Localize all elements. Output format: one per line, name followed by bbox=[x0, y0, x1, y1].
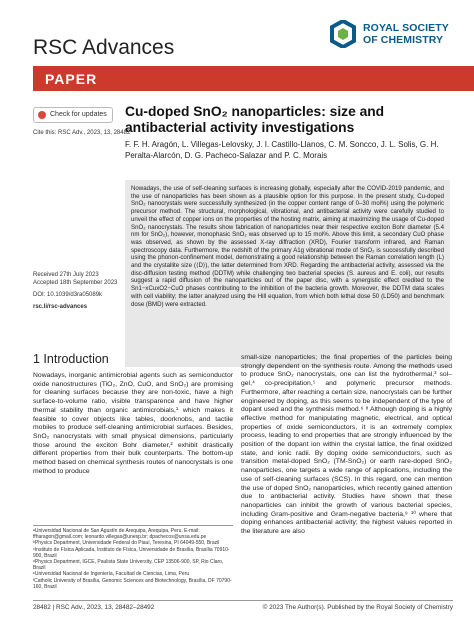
rsc-logo-line-2: OF CHEMISTRY bbox=[363, 34, 444, 46]
abstract-text: Nowadays, the use of self-cleaning surfaces is increasing globally, especially after the COVID-2019 pandemic, and the use of nanoparticles has been shown as a plausible option for this purpose. In the present study, Cu-doped SnO₂ nanocrystals were successfully synthesized (in the copper content range of 0–30 mol%) using the polymeric precursor method. The structural, morphological, vibrational, and antibacterial activity were carefully studied to unveil the effect of copper ions on the properties of the hosting matrix, aiming at maximizing the usage of Cu-doped SnO₂ nanocrystals. The results show fabrication of nanoparticles near their respective exciton Bohr diameter (5.4 nm for SnO₂), however, monophasic SnO₂ was observed up to 15 mol%. Above this limit, a secondary CuO phase was observed, as shown by the assessed X-ray diffraction (XRD), Fourier transform infrared, and Raman spectroscopy data. Furthermore, the redshift of the primary A1g vibrational mode of SnO₂ is successfully described using the phonon-confinement model, demonstrating a good relationship between the Raman correlation length (L) and the crystallite size (⟨D⟩), the latter determined from XRD. Regarding the antibacterial activity, assessed via the disc-diffusion testing method (DDTM) while challenging two bacterial species (S. aureus and E. coli), our results suggest a rapid diffusion of the nanoparticles out of the paper disc, with a synergistic effect credited to the Sn1−xCuxO2−CuO phases contributing to the inhibition of the bacteria growth. Moreover, the DDTM data scales with cell viability; the latter analyzed using the Hill equation, from which both lethal dose 50 (LD50) and benchmark dose (BMD) were extracted. bbox=[131, 185, 444, 308]
footnote: ᵃUniversidad Nacional de San Agustín de Arequipa, Arequipa, Peru. E-mail: ffharagon@gmail.com; leonardo.villegas@unesp.br; dpachecos@unsa.edu.pe bbox=[33, 528, 207, 541]
page-footer bbox=[33, 600, 453, 611]
footnote: ᵉUniversidad Nacional de Ingeniería, Facultad de Ciencias, Lima, Peru bbox=[33, 571, 190, 578]
received-date: Received 27th July 2023 bbox=[33, 272, 99, 278]
rsc-logo bbox=[330, 16, 460, 56]
footnote: ᶠCatholic University of Brasília, Genomic Sciences and Biotechnology, Brasília, DF 70790-160, Brazil bbox=[33, 577, 232, 590]
article-title: Cu-doped SnO₂ nanoparticles: size and antibacterial activity investigations bbox=[125, 104, 385, 135]
article-type-banner bbox=[33, 66, 474, 91]
doi-link[interactable]: DOI: 10.1039/d3ra05089k bbox=[33, 292, 103, 298]
rsc-logo-line-1: ROYAL SOCIETY bbox=[363, 22, 449, 34]
accepted-date: Accepted 18th September 2023 bbox=[33, 280, 118, 286]
check-updates-label: Check for updates bbox=[50, 111, 107, 118]
section-heading: 1 Introduction bbox=[33, 352, 109, 366]
footer-citation: 28482 | RSC Adv., 2023, 13, 28482–28492 bbox=[33, 604, 155, 611]
cite-this: Cite this: RSC Adv., 2023, 13, 28482 bbox=[33, 130, 131, 136]
footnote: ᵈPhysics Department, IGCE, Paulista State University, CEP 13506-900, SP, Rio Claro, Brazil bbox=[33, 559, 224, 572]
intro-right-column bbox=[241, 354, 452, 537]
footer-copyright: © 2023 The Author(s). Published by the Royal Society of Chemistry bbox=[262, 604, 453, 611]
journal-title: RSC Advances bbox=[33, 36, 175, 59]
intro-left-text: Nowadays, inorganic antimicrobial agents such as semiconductor oxide nanostructures (TiO₂, ZnO, CuO, and SnO₂) are promising for cleaning surfaces because they are non-toxic, have a high surface-to-volume ratio, visible transparence and have higher thermal stability than organic antimicrobials,¹ which makes it feasible to cover objects like tables, doorknobs, and tactile mobiles to produce self-cleaning antimicrobial surfaces. Besides, SnO₂ nanocrystals with small physical dimensions, particularly those around the exciton Bohr diameter,² exhibit drastically different properties from their bulk counterparts. The bottom-up method based on chemical synthesis routes of nanocrystals is one method to produce bbox=[33, 372, 233, 475]
intro-left-column bbox=[33, 372, 233, 476]
journal-url[interactable]: rsc.li/rsc-advances bbox=[33, 304, 88, 310]
footnote: ᵇPhysics Department, Universidade Federal do Piauí, Teresina, PI 64049-550, Brazil bbox=[33, 540, 220, 547]
footnote: ᶜInstituto de Física Aplicada, Instituto de Física, Universidade de Brasília, Brasília 70910-900, Brazil bbox=[33, 546, 230, 559]
author-list: F. F. H. Aragón, L. Villegas-Lelovsky, J. I. Castillo-Llanos, C. M. Soncco, J. L. Solis, G. H. Peralta-Alarcón, D. G. Pacheco-Salazar and P. C. Morais bbox=[125, 140, 439, 160]
check-for-updates-button[interactable] bbox=[33, 107, 113, 123]
affiliation-footnotes bbox=[33, 525, 233, 590]
check-updates-icon bbox=[38, 111, 46, 119]
rsc-hexagon-icon bbox=[330, 20, 356, 48]
intro-right-text: small-size nanoparticles; the final properties of the particles being strongly dependent on the synthesis route. Among the methods used to produce SnO₂ nanocrystals, one can list the hydrothermal,³ sol–gel,⁴ co-precipitation,⁵ and polymeric precursor methods. Furthermore, after reaching a certain size, nanocrystals can be further engineered by doping, as this seems to be independent of the type of dopant used and the synthesis method.⁶ ⁸ Although doping is a highly effective method for manipulating magnetic, electrical, and optical properties of oxide semiconductors, it is an extremely complex process, leading to end properties that are strongly influenced by the position of the dopant ion within the crystal lattice, the final oxidized state, and ionic radii. By doping oxide semiconductors, such as transition metal-doped SnO₂ (TM-SnO₂) or earth rare-doped SnO₂ nanoparticles, one targets a wide range of applications, including the use of self-cleaning surfaces (SCS). In this regard, one can mention the use of doped SnO₂ nanoparticles, which recently gained attention due to antibacterial activity. Studies have shown that these nanoparticles can inhibit the growth of various bacterial species, including Gram-positive and Gram-negative bacteria,⁹ ¹⁰ where that doping enhances antibacterial activity; the highest values reported in the literature are also bbox=[241, 354, 452, 536]
article-type-label: PAPER bbox=[45, 71, 98, 87]
abstract bbox=[125, 180, 450, 367]
